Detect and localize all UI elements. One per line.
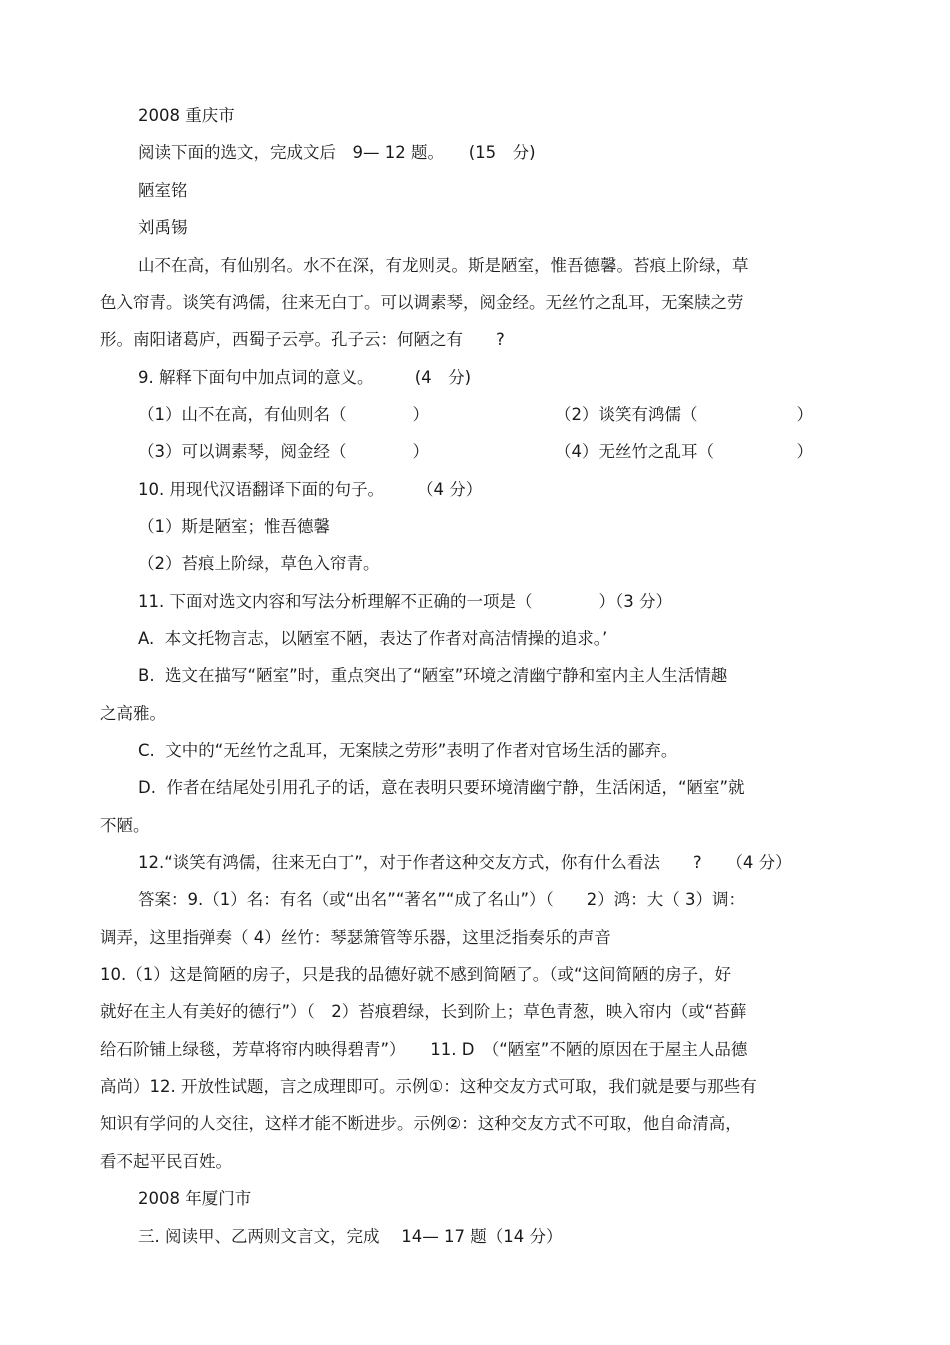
question-11-option: 不陋。 (100, 816, 150, 835)
question-11-option: D. 作者在结尾处引用孔子的话，意在表明只要环境清幽宁静，生活闲适，“陋室”就 (138, 778, 745, 797)
question-9-stem: 9. 解释下面句中加点词的意义。 (4 分) (138, 368, 472, 387)
question-12-stem: 12.“谈笑有鸿儒，往来无白丁”，对于作者这种交友方式，你有什么看法 ? （4 分） (138, 853, 792, 872)
instruction-text: 阅读下面的选文，完成文后 9— 12 题。 (15 分) (138, 143, 536, 162)
question-9-item: （4）无丝竹之乱耳（ ） (555, 442, 813, 461)
answer-line: 给石阶铺上绿毯，芳草将帘内映得碧青”） 11. D （“陋室”不陋的原因在于屋主人品德 (100, 1040, 748, 1059)
question-10-item: （2）苔痕上阶绿，草色入帘青。 (138, 554, 380, 573)
passage-line: 色入帘青。谈笑有鸿儒，往来无白丁。可以调素琴，阅金经。无丝竹之乱耳，无案牍之劳 (100, 293, 744, 312)
answer-line: 知识有学问的人交往，这样才能不断进步。示例②：这种交友方式不可取，他自命清高， (100, 1114, 742, 1133)
answer-line: 答案：9.（1）名：有名（或“出名”“著名”“成了名山”）（ 2）鸿：大（ 3）调： (138, 890, 746, 909)
answer-line: 高尚）12. 开放性试题，言之成理即可。示例①：这种交友方式可取，我们就是要与那些有 (100, 1077, 757, 1096)
answer-line: 就好在主人有美好的德行”）（ 2）苔痕碧绿，长到阶上；草色青葱，映入帘内（或“苔藓 (100, 1002, 747, 1021)
question-11-option: B. 选文在描写“陋室”时，重点突出了“陋室”环境之清幽宁静和室内主人生活情趣 (138, 666, 728, 685)
answer-line: 看不起平民百姓。 (100, 1152, 232, 1171)
question-9-item: （2）谈笑有鸿儒（ ） (555, 405, 813, 424)
passage-author: 刘禹锡 (138, 218, 188, 237)
question-11-option: 之高雅。 (100, 704, 166, 723)
answer-line: 调弄，这里指弹奏（ 4）丝竹：琴瑟箫管等乐器，这里泛指奏乐的声音 (100, 928, 611, 947)
question-10-stem: 10. 用现代汉语翻译下面的句子。 （4 分） (138, 480, 483, 499)
passage-title: 陋室铭 (138, 181, 188, 200)
question-11-option: C. 文中的“无丝竹之乱耳，无案牍之劳形”表明了作者对官场生活的鄙弃。 (138, 741, 678, 760)
section-heading: 2008 重庆市 (138, 106, 235, 125)
instruction-text: 三. 阅读甲、乙两则文言文，完成 14— 17 题（14 分） (138, 1227, 563, 1246)
question-9-item: （3）可以调素琴，阅金经（ ） (138, 442, 429, 461)
passage-line: 形。南阳诸葛庐，西蜀子云亭。孔子云：何陋之有 ? (100, 330, 505, 349)
question-9-item: （1）山不在高，有仙则名（ ） (138, 405, 429, 424)
passage-line: 山不在高，有仙别名。水不在深，有龙则灵。斯是陋室，惟吾德馨。苔痕上阶绿，草 (138, 256, 749, 275)
question-11-stem: 11. 下面对选文内容和写法分析理解不正确的一项是（ ）（3 分） (138, 592, 672, 611)
section-heading: 2008 年厦门市 (138, 1189, 252, 1208)
answer-line: 10.（1）这是简陋的房子，只是我的品德好就不感到简陋了。（或“这间简陋的房子，好 (100, 965, 732, 984)
question-10-item: （1）斯是陋室；惟吾德馨 (138, 517, 330, 536)
question-11-option: A. 本文托物言志，以陋室不陋，表达了作者对高洁情操的追求。’ (138, 629, 608, 648)
